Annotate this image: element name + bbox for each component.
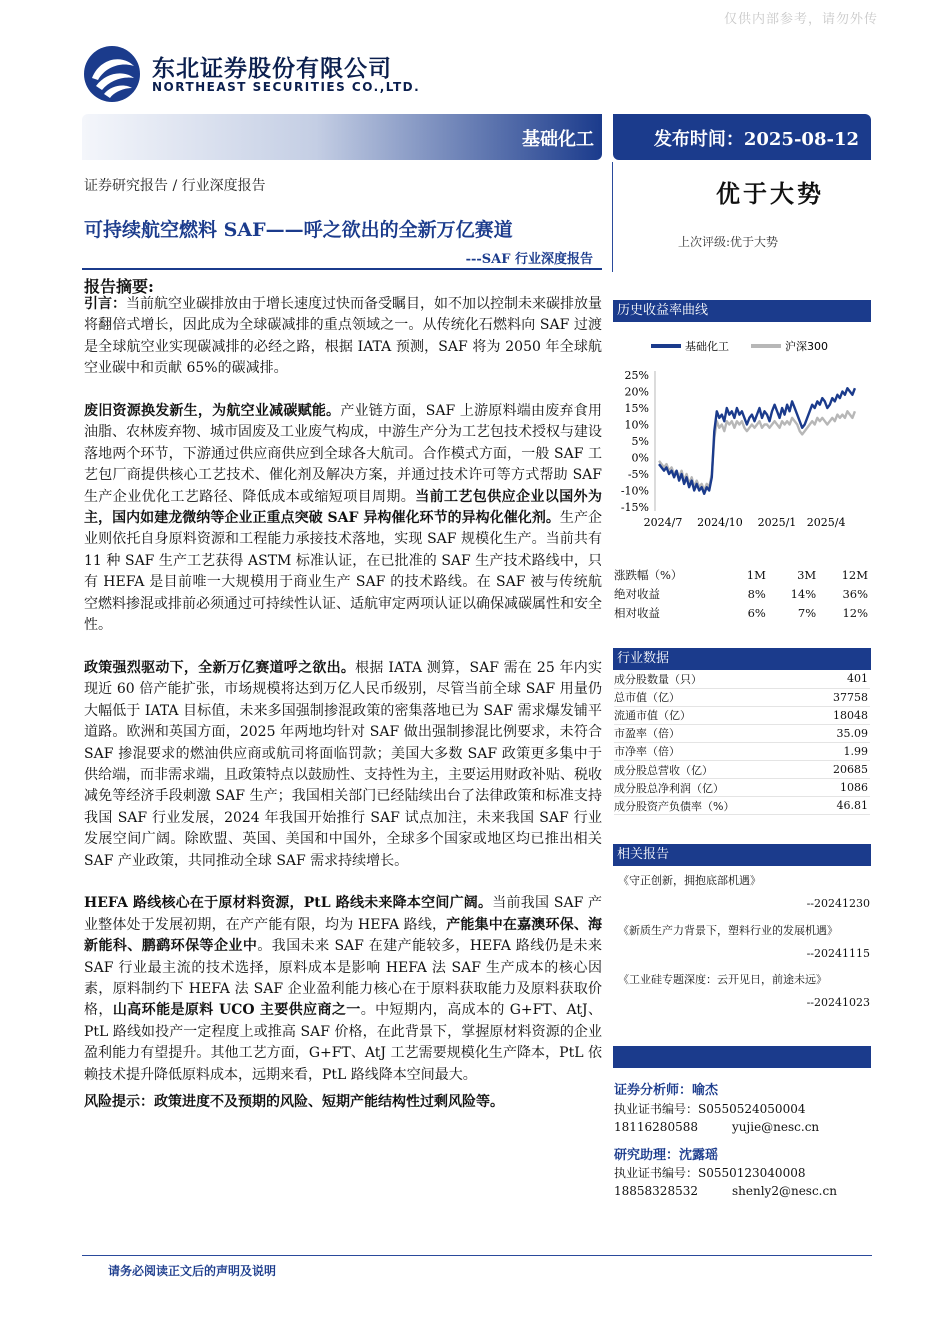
industry-label: 成分股数量（只）	[614, 670, 810, 688]
perf-label: 相对收益	[614, 605, 660, 620]
assistant-phone: 18858328532	[614, 1184, 698, 1198]
divider	[82, 268, 602, 270]
related-report-title[interactable]: 《新质生产力背景下，塑料行业的发展机遇》	[618, 924, 838, 937]
perf-value: 8%	[747, 586, 766, 601]
y-axis	[621, 369, 655, 514]
y-tick-label: -10%	[620, 484, 649, 498]
watermark: 仅供内部参考，请勿外传	[723, 12, 878, 27]
bold-emphasis: 产能集中在嘉澳环保、海新能科、鹏鹞环保等企业中	[84, 916, 603, 955]
chart-series	[659, 388, 855, 494]
x-tick-label: 2024/10	[697, 516, 743, 529]
company-name-cn: 东北证券股份有限公司	[152, 56, 392, 82]
perf-value: 12%	[842, 605, 868, 620]
y-tick-label: -15%	[620, 501, 649, 514]
related-report-title[interactable]: 《工业硅专题深度：云开见日，前途未远》	[618, 973, 827, 986]
bold-emphasis: 山高环能是原料 UCO 主要供应商之一	[112, 1002, 361, 1019]
bold-lead: 引言：	[84, 296, 126, 312]
related-report-date: --20241230	[806, 897, 870, 910]
paragraph-text: 。我国未来 SAF 在建产能较多，HEFA 路线仍是未来 SAF 行业最主流的技术选择，原料成本是影响 HEFA 法 SAF 生产成本的核心因素，原料制约下 HEFA 法 SAF 企业盈利能力核心在于原料获取能力及原料获取价格，	[84, 938, 602, 1019]
industry-label: 市盈率（倍）	[614, 724, 810, 742]
publish-banner	[613, 114, 871, 160]
industry-row	[614, 760, 870, 778]
paragraph-industry-chain	[84, 401, 602, 636]
x-tick-label: 2025/1	[757, 516, 797, 529]
industry-label: 流通市值（亿）	[614, 706, 810, 724]
industry-label: 市净率（倍）	[614, 742, 810, 760]
y-tick-label: 5%	[631, 435, 649, 448]
y-tick-label: 0%	[631, 451, 649, 465]
assistant-name: 研究助理：沈露瑶	[614, 1148, 719, 1163]
y-tick-label: 10%	[624, 418, 649, 432]
paragraph-policy	[84, 658, 602, 872]
industry-value: 18048	[810, 706, 870, 724]
chart-svg	[613, 325, 871, 535]
risk-warning	[84, 1092, 602, 1113]
perf-header-row	[614, 565, 872, 584]
related-report-title[interactable]: 《守正创新，拥抱底部机遇》	[618, 874, 761, 887]
perf-value: 6%	[747, 605, 766, 620]
industry-label: 总市值（亿）	[614, 688, 810, 706]
previous-rating: 上次评级:优于大势	[678, 235, 779, 249]
industry-label: 成分股总净利润（亿）	[614, 779, 810, 797]
industry-row	[614, 670, 870, 688]
series-line	[659, 411, 855, 490]
perf-label: 绝对收益	[614, 586, 660, 601]
risk-text: 风险提示：政策进度不及预期的风险、短期产能结构性过剩风险等。	[84, 1093, 504, 1110]
industry-value: 401	[810, 670, 870, 688]
analyst-cert: 执业证书编号：S0550524050004	[614, 1102, 806, 1116]
paragraph-text: 。中短期内，高成本的 G+FT、AtJ、PtL 路线如投产一定程度上或推高 SAF 价格，在此背景下，掌握原材料资源的企业盈利能力有望提升。其他工艺方面，G+FT、AtJ 工艺需要规模化生产降本，PtL 依赖技术提升降低原料成本，远期来看，PtL 路线降本空间最大。	[84, 1002, 602, 1083]
bold-lead: 废旧资源换发新生，为航空业减碳赋能。	[84, 403, 341, 420]
industry-row	[614, 724, 870, 742]
industry-label: 成分股资产负债率（%）	[614, 797, 810, 815]
report-title: 可持续航空燃料 SAF——呼之欲出的全新万亿赛道	[84, 219, 513, 241]
y-tick-label: 25%	[624, 369, 649, 382]
paragraph-text: 生产企业则依托自身原料资源和工程能力承接技术落地，实现 SAF 规模化生产。当前共有 11 种 SAF 生产工艺获得 ASTM 标准认证，在已批准的 SAF 生产技术路线中，只有 HEFA 是目前唯一大规模用于商业生产 SAF 的技术路线。在 SAF 被与传统航空燃料掺混或排前必须通过可持续性认证、适航审定两项认证以确保减碳属性和安全性。	[84, 510, 602, 634]
rating: 优于大势	[716, 179, 824, 208]
perf-row	[614, 584, 872, 603]
company-name-en: NORTHEAST SECURITIES CO.,LTD.	[152, 80, 421, 94]
industry-heading: 行业数据	[613, 648, 871, 670]
paragraph-text: 当前我国 SAF 产业整体处于发展初期，在产产能有限，均为 HEFA 路线，	[84, 895, 602, 933]
perf-value: 7%	[797, 605, 817, 620]
bold-emphasis: 当前工艺包供应企业以国外为主，国内如建龙微纳等企业正重点突破 SAF 异构催化环节的异构化催化剂。	[84, 488, 603, 527]
x-axis	[644, 516, 846, 529]
legend-label: 沪深300	[785, 340, 828, 353]
industry-row	[614, 779, 870, 797]
industry-value: 37758	[810, 688, 870, 706]
paragraph-text: 当前航空业碳排放由于增长速度过快而备受瞩目，如不加以控制未来碳排放量将翻倍式增长，因此成为全球碳减排的重点领域之一。从传统化石燃料向 SAF 过渡是全球航空业实现碳减排的必经之路，根据 IATA 预测，SAF 将为 2050 年全球航空业碳中和贡献 65%的碳减排。	[84, 296, 602, 377]
industry-value: 1086	[810, 779, 870, 797]
paragraph-text: 根据 IATA 测算，SAF 需在 25 年内实现近 60 倍产能扩张，市场规模将达到万亿人民币级别，尽管当前全球 SAF 用量仍大幅低于 IATA 目标值，未来多国强制掺混政策的密集落地已为 SAF 需求爆发铺平道路。欧洲和英国方面，2025 年两地均针对 SAF 做出强制掺混比例要求，未符合 SAF 掺混要求的燃油供应商或航司将面临罚款；美国大多数 SAF 政策更多集中于供给端，而非需求端，且政策特点以鼓励性、支持性为主，主要运用财政补贴、税收减免等经济手段刺激 SAF 生产；我国相关部门已经陆续出台了法律政策和标准支持我国 SAF 行业发展，2024 年我国开始推行 SAF 试点加注，未来我国 SAF 行业发展空间广阔。除欧盟、英国、美国和中国外，全球多个国家或地区均已推出相关 SAF 产业政策，共同推动全球 SAF 需求持续增长。	[84, 659, 602, 869]
perf-value: 36%	[842, 586, 868, 601]
x-tick-label: 2024/7	[643, 516, 683, 529]
perf-row	[614, 603, 872, 622]
industry-value: 35.09	[810, 724, 870, 742]
bold-lead: HEFA 路线核心在于原材料资源，PtL 路线未来降本空间广阔。	[84, 895, 493, 912]
divider	[612, 162, 613, 272]
legend-label: 基础化工	[685, 340, 729, 353]
publish-date: 发布时间：2025-08-12	[653, 129, 859, 150]
footer-divider	[82, 1255, 872, 1256]
analyst-bar	[613, 1046, 871, 1068]
y-tick-label: 15%	[624, 402, 649, 415]
industry-row	[614, 742, 870, 760]
industry-row	[614, 797, 870, 815]
history-heading: 历史收益率曲线	[613, 300, 871, 322]
footer-disclaimer: 请务必阅读正文后的声明及说明	[108, 1264, 277, 1278]
perf-header: 12M	[841, 567, 868, 582]
industry-row	[614, 706, 870, 724]
related-report-date: --20241115	[806, 947, 870, 960]
report-type: 证券研究报告 / 行业深度报告	[84, 178, 266, 194]
analyst-name: 证券分析师：喻杰	[614, 1083, 719, 1098]
sector-label: 基础化工	[522, 129, 594, 150]
paragraph-intro	[84, 294, 602, 380]
industry-row	[614, 688, 870, 706]
industry-table	[614, 670, 870, 815]
perf-value: 14%	[790, 586, 817, 601]
summary-heading: 报告摘要:	[84, 277, 154, 296]
summary-body	[84, 294, 602, 1113]
y-tick-label: 20%	[624, 385, 649, 399]
logo-icon	[82, 44, 146, 104]
history-chart	[613, 325, 871, 535]
analyst-email[interactable]: yujie@nesc.cn	[732, 1120, 820, 1134]
related-report-date: --20241023	[806, 996, 870, 1009]
perf-header: 3M	[797, 567, 817, 582]
industry-value: 1.99	[810, 742, 870, 760]
report-subtitle: ---SAF 行业深度报告	[465, 252, 593, 267]
assistant-email[interactable]: shenly2@nesc.cn	[732, 1184, 837, 1198]
industry-label: 成分股总营收（亿）	[614, 760, 810, 778]
industry-value: 46.81	[810, 797, 870, 815]
paragraph-text: 产业链方面，SAF 上游原料端由废弃食用油脂、农林废弃物、城市固废及工业废气构成，中游生产分为工艺包技术授权与建设落地两个环节，下游通过供应商供应到全球各大航司。合作模式方面，一般 SAF 工艺包厂商提供核心工艺技术、催化剂及解决方案，并通过技术许可等方式帮助 SAF 生产企业优化工艺路径、降低成本或缩短项目周期。	[84, 403, 603, 505]
x-tick-label: 2025/4	[806, 516, 846, 529]
chart-legend	[651, 339, 828, 353]
bold-lead: 政策强烈驱动下，全新万亿赛道呼之欲出。	[84, 659, 356, 676]
perf-header: 1M	[746, 567, 766, 582]
paragraph-hefa	[84, 893, 602, 1086]
analyst-phone: 18116280588	[614, 1120, 698, 1134]
related-heading: 相关报告	[613, 844, 871, 866]
assistant-cert: 执业证书编号：S0550123040008	[614, 1166, 806, 1180]
industry-value: 20685	[810, 760, 870, 778]
sector-banner	[82, 114, 602, 160]
performance-table	[614, 565, 872, 622]
y-tick-label: -5%	[627, 468, 649, 481]
perf-header: 涨跌幅（%）	[614, 567, 683, 582]
